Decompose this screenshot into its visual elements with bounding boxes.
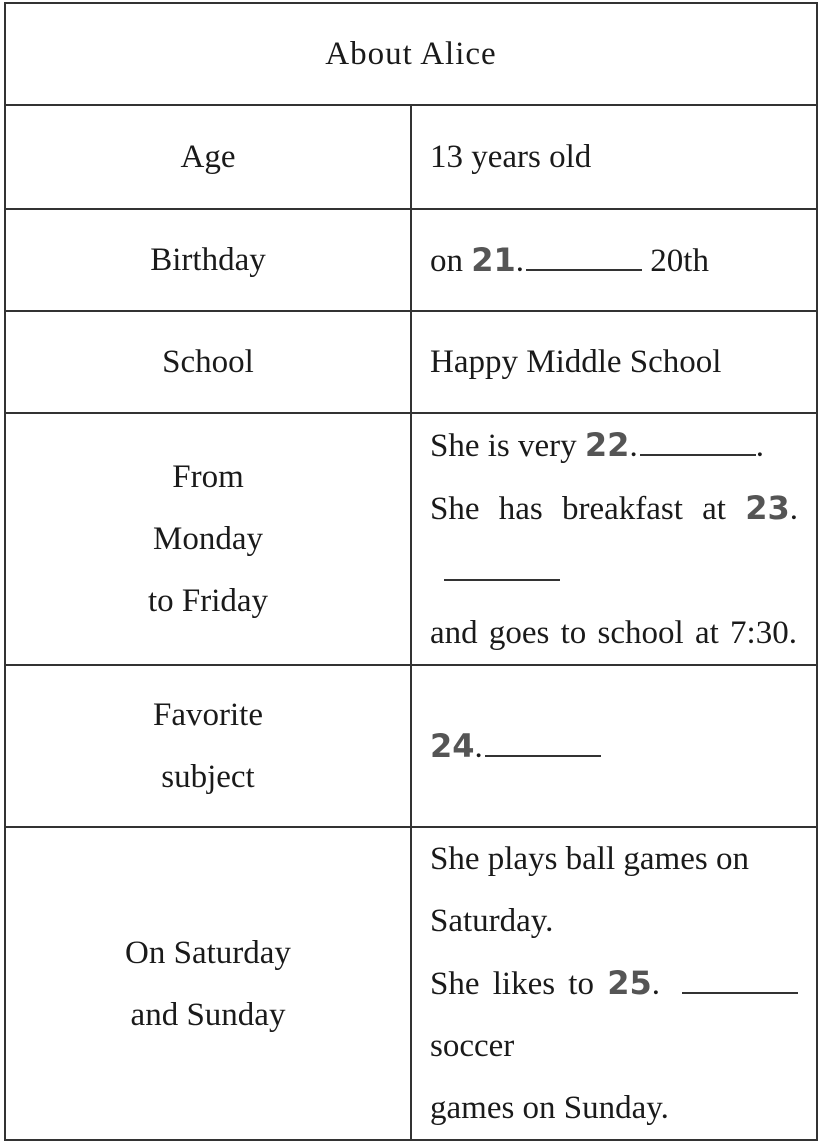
value-weekdays [411,413,817,665]
label-weekend-line-1: On Saturday [125,934,291,971]
value-school: Happy Middle School [411,311,817,413]
table-title: About Alice [5,3,817,105]
label-weekdays [5,413,411,665]
label-weekend [5,827,411,1140]
label-favorite-subject [5,665,411,827]
answer-blank-22[interactable] [640,426,756,456]
label-weekdays-line-3: to Friday [147,583,269,619]
label-birthday: Birthday [5,209,411,311]
value-age: 13 years old [411,105,817,209]
weekend-line-1: She plays ball games on Saturday. [430,841,749,939]
weekdays-line-3: and goes to school at 7:30. [430,615,797,651]
answer-blank-24[interactable] [485,727,601,757]
label-favorite-line-2: subject [161,759,255,795]
value-birthday: on 21. 20th [411,209,817,311]
about-alice-table [4,2,818,1141]
birthday-prefix: on [430,242,463,279]
label-weekdays-line-2: Monday [153,521,263,557]
question-number-22: 22 [584,426,630,464]
weekdays-line-2: She has breakfast at 23. [430,477,798,602]
label-favorite-line-1: Favorite [153,697,263,733]
table-row-favorite-subject [5,665,817,827]
answer-blank-25[interactable] [682,964,798,994]
label-school: School [5,311,411,413]
value-favorite-subject: 24. [411,665,817,827]
label-weekdays-line-1: From [172,459,244,495]
table-row-birthday [5,209,817,311]
value-weekend [411,827,817,1140]
table-row-weekend [5,827,817,1140]
answer-blank-21[interactable] [526,241,642,271]
question-number-25: 25 [607,964,652,1002]
table-row-school [5,311,817,413]
question-number-24: 24 [430,726,475,765]
question-number-23: 23 [745,489,790,527]
weekend-line-2: She likes to 25. soccer [430,952,798,1077]
label-age: Age [5,105,411,209]
weekend-line-3: games on Sunday. [430,1090,669,1126]
table-row-weekdays [5,413,817,665]
weekdays-line-1: She is very 22. . [430,426,764,464]
birthday-suffix: 20th [650,242,709,279]
answer-blank-23[interactable] [444,551,560,581]
label-weekend-line-2: and Sunday [130,996,286,1033]
question-number-21: 21 [471,240,516,279]
table-row-age [5,105,817,209]
title-row [5,3,817,105]
